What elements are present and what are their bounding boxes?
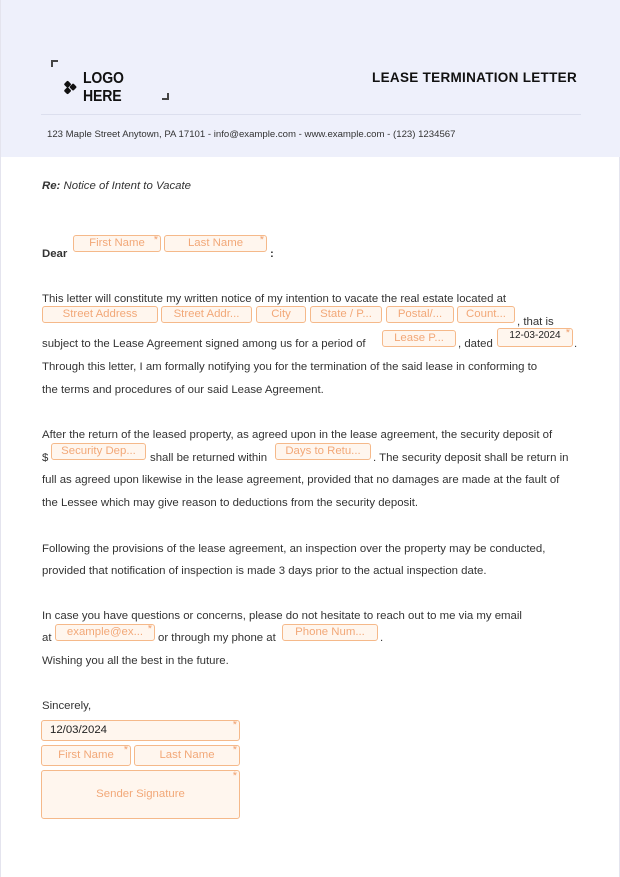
postal-field[interactable] bbox=[386, 306, 454, 323]
document-title: LEASE TERMINATION LETTER bbox=[372, 70, 577, 85]
email-placeholder: example@ex... bbox=[66, 626, 144, 638]
returned-within-text: shall be returned within bbox=[150, 452, 268, 464]
required-mark: * bbox=[153, 235, 158, 246]
required-mark: * bbox=[259, 235, 264, 246]
city-field[interactable] bbox=[256, 306, 306, 323]
days-to-return-field[interactable] bbox=[275, 443, 371, 460]
p4-line1: In case you have questions or concerns, please do not hesitate to reach out to me via my email bbox=[42, 610, 522, 622]
required-mark: * bbox=[232, 720, 237, 731]
recipient-first-name-placeholder: First Name bbox=[89, 237, 145, 249]
dear-label: Dear bbox=[42, 248, 68, 260]
p1-line5: the terms and procedures of our said Lease Agreement. bbox=[42, 384, 324, 396]
sender-first-name-placeholder: First Name bbox=[58, 749, 114, 761]
letter-header bbox=[1, 0, 620, 157]
p3-line1: Following the provisions of the lease agreement, an inspection over the property may be conducted, bbox=[42, 543, 546, 555]
sender-signature-placeholder: Sender Signature bbox=[96, 788, 185, 800]
state-placeholder: State / P... bbox=[320, 308, 372, 320]
lease-date-value: 12-03-2024 bbox=[509, 330, 561, 341]
country-field[interactable] bbox=[457, 306, 515, 323]
phone-placeholder: Phone Num... bbox=[295, 626, 365, 638]
lease-period-field[interactable] bbox=[382, 330, 456, 347]
that-is-text: , that is bbox=[517, 316, 554, 328]
street-address-field[interactable] bbox=[42, 306, 158, 323]
dollar-sign: $ bbox=[42, 452, 49, 464]
phone-text: or through my phone at bbox=[158, 632, 276, 644]
phone-field[interactable] bbox=[282, 624, 378, 641]
p1-line1: This letter will constitute my written notice of my intention to vacate the real estate located at bbox=[42, 293, 507, 305]
sender-first-name-field[interactable] bbox=[41, 745, 131, 766]
p2-line1: After the return of the leased property, as agreed upon in the lease agreement, the security deposit of bbox=[42, 429, 553, 441]
required-mark: * bbox=[147, 624, 152, 635]
street-address-2-placeholder: Street Addr... bbox=[173, 308, 240, 320]
days-to-return-placeholder: Days to Retu... bbox=[285, 445, 361, 457]
security-deposit-placeholder: Security Dep... bbox=[61, 445, 136, 457]
logo-corner-top-left bbox=[51, 60, 58, 67]
lease-date-field[interactable] bbox=[497, 328, 573, 347]
security-deposit-field[interactable] bbox=[51, 443, 146, 460]
recipient-last-name-placeholder: Last Name bbox=[187, 237, 244, 249]
p2-line2-tail: . The security deposit shall be return in bbox=[373, 452, 569, 464]
greeting-colon: : bbox=[270, 248, 274, 260]
p4-period: . bbox=[380, 632, 384, 644]
sincerely-text: Sincerely, bbox=[42, 700, 92, 712]
lease-period-placeholder: Lease P... bbox=[394, 332, 444, 344]
sender-last-name-placeholder: Last Name bbox=[159, 749, 215, 761]
city-placeholder: City bbox=[271, 308, 291, 320]
p1-period: . bbox=[574, 338, 578, 350]
street-address-2-field[interactable] bbox=[161, 306, 252, 323]
closing-date-field[interactable] bbox=[41, 720, 240, 741]
p2-line3: full as agreed upon likewise in the lease agreement, provided that no damages are made at the fault of bbox=[42, 474, 560, 486]
p1-line3: subject to the Lease Agreement signed among us for a period of bbox=[42, 338, 366, 350]
email-field[interactable] bbox=[55, 624, 155, 641]
re-subject: Notice of Intent to Vacate bbox=[63, 180, 192, 192]
sender-signature-field[interactable] bbox=[41, 770, 240, 819]
required-mark: * bbox=[232, 745, 237, 756]
logo-icon bbox=[63, 80, 78, 96]
street-address-placeholder: Street Address bbox=[62, 308, 138, 320]
logo-text: LOGO HERE bbox=[82, 70, 124, 105]
closing-date-value: 12/03/2024 bbox=[50, 724, 108, 736]
logo bbox=[51, 60, 169, 105]
required-mark: * bbox=[565, 328, 570, 339]
recipient-last-name-field[interactable] bbox=[164, 235, 267, 252]
header-divider bbox=[41, 114, 581, 115]
p4-line3: Wishing you all the best in the future. bbox=[42, 655, 229, 667]
re-line bbox=[42, 179, 191, 193]
required-mark: * bbox=[123, 745, 128, 756]
p3-line2: provided that notification of inspection is made 3 days prior to the actual inspection date. bbox=[42, 565, 487, 577]
p1-line4: Through this letter, I am formally notifying you for the termination of the said lease in conforming to bbox=[42, 361, 538, 373]
contact-line: 123 Maple Street Anytown, PA 17101 - info@example.com - www.example.com - (123) 1234567 bbox=[47, 129, 456, 140]
dated-text: , dated bbox=[458, 338, 493, 350]
recipient-first-name-field[interactable] bbox=[73, 235, 161, 252]
re-label: Re: bbox=[42, 180, 61, 192]
p2-line4: the Lessee which may give reason to deductions from the security deposit. bbox=[42, 497, 419, 509]
postal-placeholder: Postal/... bbox=[397, 308, 443, 320]
country-placeholder: Count... bbox=[466, 308, 506, 320]
at-text: at bbox=[42, 632, 52, 644]
state-field[interactable] bbox=[310, 306, 382, 323]
sender-last-name-field[interactable] bbox=[134, 745, 240, 766]
required-mark: * bbox=[232, 770, 237, 782]
